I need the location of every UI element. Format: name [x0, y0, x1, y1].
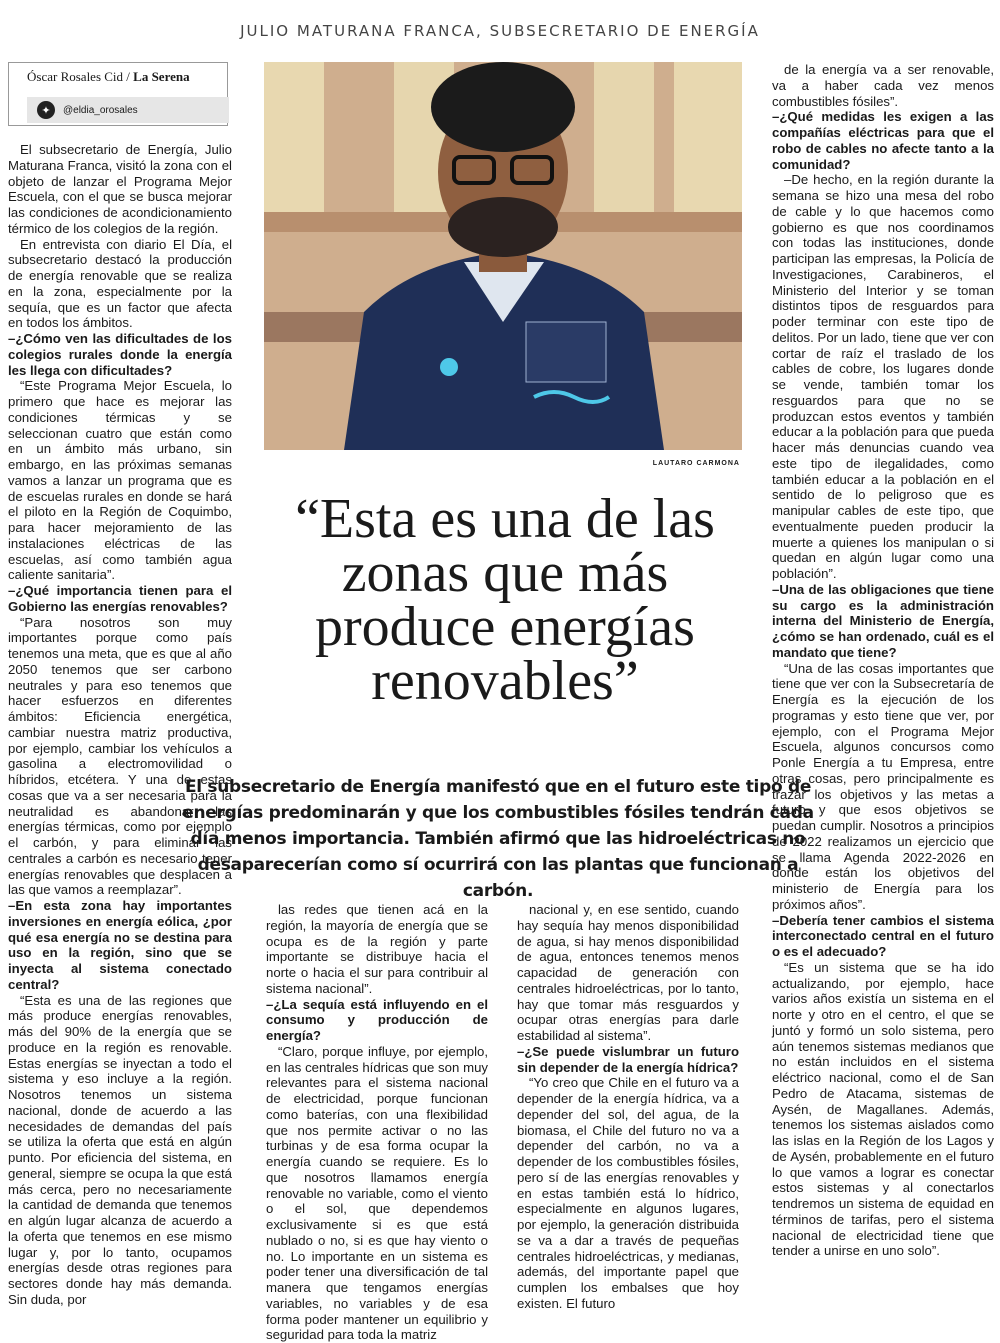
- headline: “Esta es una de las zonas que más produce energías renovables”: [295, 488, 715, 712]
- paragraph: “Este Programa Mejor Escuela, lo primero que hace es mejorar las condiciones térmicas y se seleccionan cuatro que están como en un ámbito más urbano, sin embargo, en las próximas semanas vamos a lanzar un programa que es de escuelas rurales en donde se hará el piloto en la Región de Coquimbo, para hacer mejoramiento de las instalaciones eléctricas de las escuelas, así como también agua caliente sanitaria”.: [8, 378, 232, 583]
- author-location: La Serena: [133, 69, 190, 84]
- column-1: [8, 142, 232, 1308]
- paragraph: las redes que tienen acá en la región, la mayoría de energía que se ocupa es de la región y parte importante se distribuye hacia el norte o hacia el sur para contribuir al sistema nacional”.: [266, 902, 488, 996]
- twitter-handle[interactable]: [27, 97, 229, 123]
- twitter-handle-text: @eldia_orosales: [63, 104, 138, 116]
- interview-question: –Una de las obligaciones que tiene su cargo es la administración interna del Ministerio de Energía, ¿cómo se han ordenado, cuál es el mandato que tiene?: [772, 581, 994, 660]
- interview-question: –¿Cómo ven las dificultades de los colegios rurales donde la energía les llega con dificultades?: [8, 331, 232, 378]
- author-line: [9, 63, 227, 85]
- portrait-photo: [264, 62, 742, 450]
- paragraph: “Esta es una de las regiones que más produce energías renovables, más del 90% de la energía que se produce en la región es renovable. Estas energías se inyectan a todo el sistema y eso incluye a la región. Nosotros tenemos un sistema nacional, donde de acuerdo a las necesidades de demandas del país se utiliza la oferta que está en algún punto. Por eficiencia del sistema, en general, siempre se ocupa la que está más cerca, pero no necesariamente la cantidad de demanda que tenemos en algún lugar alcanza de acuerdo a la oferta que tenemos en ese mismo lugar y, por lo tanto, ocupamos energías desde otras regiones para sectores donde hay más demanda. Sin duda, por: [8, 992, 232, 1307]
- section-header: JULIO MATURANA FRANCA, SUBSECRETARIO DE ENERGÍA: [240, 22, 760, 40]
- interview-question: –¿Qué medidas les exigen a las compañías eléctricas para que el robo de cables no afecte tanto a la comunidad?: [772, 109, 994, 172]
- paragraph: de la energía va a ser renovable, va a haber cada vez menos combustibles fósiles”.: [772, 62, 994, 109]
- author-box: [8, 62, 228, 126]
- paragraph: “Claro, porque influye, por ejemplo, en las centrales hídricas que son muy relevantes para el sistema nacional de electricidad, porque funcionan como baterías, con una flexibilidad que nos permite activar o no las turbinas y de esa forma ocupar la energía cuando se requiere. Es lo que nosotros llamamos energía renovable no variable, como el viento o el sol, que dependemos exclusivamente si es que está nublado o no, si es que hay viento o no. Lo importante en un sistema es poder tener una diversificación de tal manera que tengamos energías variables, no variables y de esa forma poder mantener un equilibrio y seguridad para toda la matriz: [266, 1043, 488, 1343]
- column-2: [266, 902, 488, 1343]
- column-4: [772, 62, 994, 1259]
- portrait-illustration: [264, 62, 742, 450]
- paragraph: El subsecretario de Energía, Julio Maturana Franca, visitó la zona con el objeto de lanzar el Programa Mejor Escuela, con el que se busca mejorar las condiciones de acondicionamiento térmico de los colegios de la región.: [8, 142, 232, 236]
- paragraph: –De hecho, en la región durante la semana se hizo una mesa del robo de cable y lo que hacemos como gobierno es que nos coordinamos con todas las instituciones, donde participan las empresas, la Policía de Investigaciones, Carabineros, el Ministerio del Interior y se toman distintos tipos de resguardos para poder terminar con este tipo de delitos. Por un lado, tiene que ver con cortar de raíz el traslado de los cables de cobre, los lugares donde se vende, también tomar los resguardos para que no se produzcan estos eventos y también educar a la población para que pueda hacer más denuncias cuando vea este tipo de ilegalidades, como también educar a la población en el sentido de lo peligroso que es manipular cables de este tipo, que eventualmente pueden producir la muerte a quienes los manipulan o si quedan en algún lugar como una población”.: [772, 172, 994, 581]
- deck: El subsecretario de Energía manifestó que en el futuro este tipo de energías predominarán y que los combustibles fósiles tendrán cada día menos importancia. También afirmó que las hidroeléctricas no desaparecerían como sí ocurrirá con las plantas que funcionan a carbón.: [182, 777, 814, 901]
- photo-credit: LAUTARO CARMONA: [652, 460, 740, 467]
- paragraph: En entrevista con diario El Día, el subsecretario destacó la producción de energía renovable que se realiza en la zona, especialmente por la sequía, que es un factor que afecta en todos los ámbitos.: [8, 236, 232, 331]
- paragraph: “Para nosotros son muy importantes porque como país tenemos una meta, que es que al año 2050 tenemos que ser carbono neutrales y para eso tenemos que hacer esfuerzos en diferentes ámbitos: Eficiencia energética, cambiar nuestra matriz productiva, por ejemplo, cambiar los vehículos a gasolina a electromovilidad o híbridos, etcétera. Y una de estas cosas que va a ser necesaria para la neutralidad es abandonar las energías térmicas, como por ejemplo el carbón, y para eliminar las centrales a carbón es necesario tener energías renovables que desplacen a las que vamos a reemplazar”.: [8, 614, 232, 898]
- interview-question: –Debería tener cambios el sistema interconectado central en el futuro o es el adecuado?: [772, 912, 994, 959]
- paragraph: “Yo creo que Chile en el futuro va a depender de la energía hídrica, va a depender del sol, del agua, de la biomasa, el Chile del futuro no va a depender del carbón, no va a depender de los combustibles fósiles, pero sí de las energías renovables y en estas también está lo hídrico, especialmente en algunos lugares, por ejemplo, la generación distribuida se va a dar a través de pequeñas centrales hidroeléctricas, y medianas, además, del importante papel que cumplen los embalses que hoy existen. El futuro: [517, 1075, 739, 1311]
- paragraph: nacional y, en ese sentido, cuando hay sequía hay menos disponibilidad de agua, si hay menos disponibilidad de agua, entonces tenemos menos capacidad de generación con centrales hidroeléctricas, por lo tanto, hay que tomar más resguardos y ocupar otras energías para darle estabilidad al sistema”.: [517, 902, 739, 1043]
- paragraph: “Una de las cosas importantes que tiene que ver con la Subsecretaría de Energía es la ejecución de los programas y esto tiene que ver, por ejemplo, con el Programa Mejor Escuela, algunos concursos como Ponle Energía a tu Empresa, entre otras cosas, pero principalmente es trazar los objetivos y las metas a futuro y que esos objetivos se puedan cumplir. Nosotros a principios de 2022 realizamos un ejercicio que se llama Agenda 2022-2026 en donde están los objetivos del ministerio de Energía para los próximos años”.: [772, 660, 994, 912]
- column-3: [517, 902, 739, 1312]
- interview-question: –¿La sequía está influyendo en el consumo y producción de energía?: [266, 996, 488, 1043]
- interview-question: –En esta zona hay importantes inversiones en energía eólica, ¿por qué esa energía no se destina para uso en la región, sino que se inyecta al sistema conectado central?: [8, 898, 232, 992]
- interview-question: –¿Qué importancia tienen para el Gobierno las energías renovables?: [8, 583, 232, 614]
- interview-question: –¿Se puede vislumbrar un futuro sin depender de la energía hídrica?: [517, 1043, 739, 1075]
- paragraph: “Es un sistema que se ha ido actualizando, por ejemplo, hace varios años existía un sistema en el norte y otro en el centro, el que se juntó y formó un solo sistema, pero aún tenemos sistemas medianos que no están incluidos en el sistema eléctrico nacional, como el de San Pedro de Atacama, sistemas de Aysén, de Magallanes. Además, tenemos los sistemas aislados como las islas en la Región de los Lagos y de Aysén, probablemente en el futuro lo que vamos a lograr es conectar estos sistemas y al conectarlos tendremos un sistema de equidad en términos de tarifas, pero el sistema nacional de electricidad tiene que tender a unirse en uno solo”.: [772, 959, 994, 1259]
- twitter-icon: ✦: [37, 101, 55, 119]
- author-name: Óscar Rosales Cid /: [27, 69, 130, 84]
